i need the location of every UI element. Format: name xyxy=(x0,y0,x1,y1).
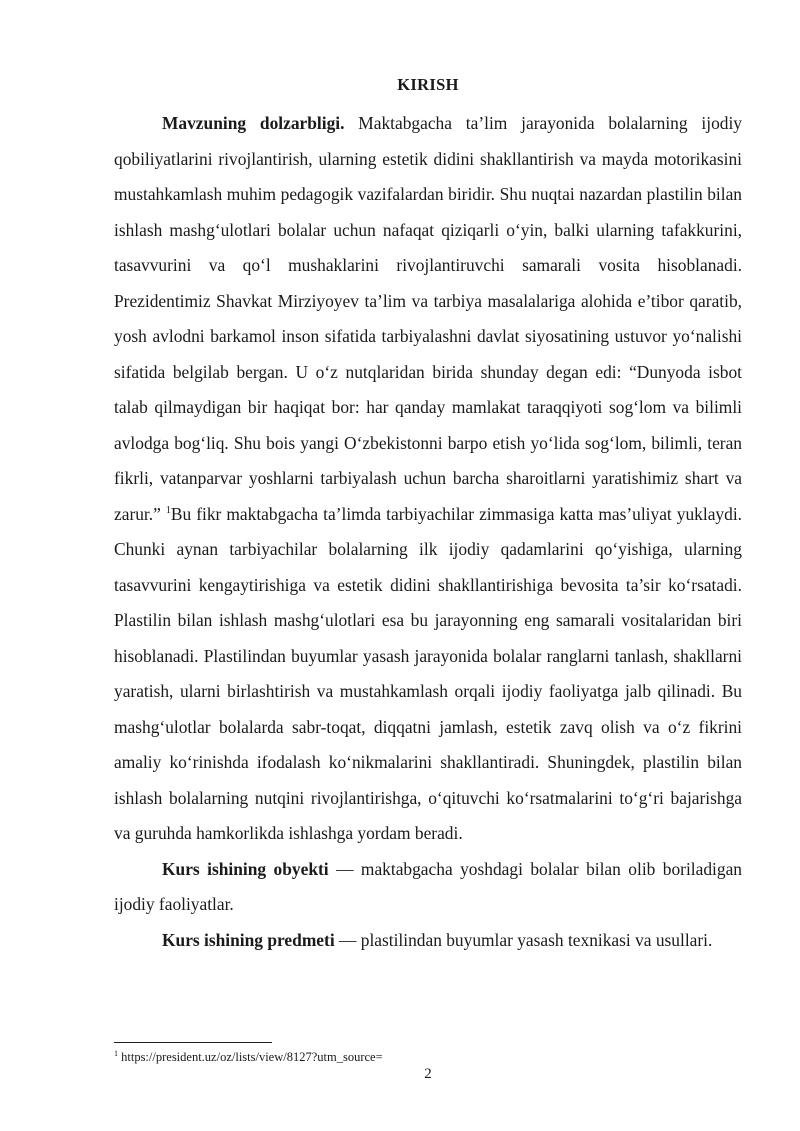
paragraph-text: Maktabgacha ta’lim jarayonida bolalarning ijodiy qobiliyatlarini rivojlantirish, ularning estetik didini shakllantirish va mayda motorikasini mustahkamlash muhim pedagogik vazifalardan biridir. Shu nuqtai nazardan plastilin bilan ishlash mashg‘ulotlari bolalar uchun nafaqat qiziqarli o‘yin, balki ularning tafakkurini, tasavvurini va qo‘l mushaklarini rivojlantiruvchi samarali vosita hisoblanadi. Prezidentimiz Shavkat Mirziyoyev ta’lim va tarbiya masalalariga alohida e’tibor qaratib, yosh avlodni barkamol inson sifatida tarbiyalashni davlat siyosatining ustuvor yo‘nalishi sifatida belgilab bergan. U o‘z nutqlaridan birida shunday degan edi: “Dunyoda isbot talab qilmaydigan bir haqiqat bor: har qanday mamlakat taraqqiyoti sog‘lom va bilimli avlodga bog‘liq. Shu bois yangi O‘zbekistonni barpo etish yo‘lida sog‘lom, bilimli, teran fikrli, vatanparvar yoshlarni tarbiyalash uchun barcha sharoitlarni yaratishimiz shart va zarur.” xyxy=(114,113,742,524)
paragraph-lead: Kurs ishining predmeti xyxy=(162,929,335,950)
paragraph-object xyxy=(114,852,742,923)
paragraph-text: — plastilindan buyumlar yasash texnikasi va usullari. xyxy=(334,929,713,950)
paragraph-text: Bu fikr maktabgacha ta’limda tarbiyachilar zimmasiga katta mas’uliyat yuklaydi. Chunki aynan tarbiyachilar bolalarning ilk ijodiy qadamlarini qo‘yishiga, ularning tasavvurini kengaytirishiga va estetik didini shakllantirishiga bevosita ta’sir ko‘rsatadi. Plastilin bilan ishlash mashg‘ulotlari esa bu jarayonning eng samarali vositalaridan biri hisoblanadi. Plastilindan buyumlar yasash jarayonida bolalar ranglarni tanlash, shakllarni yaratish, ularni birlashtirish va mustahkamlash orqali ijodiy faoliyatga jalb qilinadi. Bu mashg‘ulotlar bolalarda sabr-toqat, diqqatni jamlash, estetik zavq olish va o‘z fikrini amaliy ko‘rinishda ifodalash ko‘nikmalarini shakllantiradi. Shuningdek, plastilin bilan ishlash bolalarning nutqini rivojlantirishga, o‘qituvchi ko‘rsatmalarini to‘g‘ri bajarishga va guruhda hamkorlikda ishlashga yordam beradi. xyxy=(114,503,742,843)
paragraph-relevance xyxy=(114,106,742,852)
page-title: KIRISH xyxy=(397,75,459,94)
footnote-mark: 1 xyxy=(114,1049,118,1058)
paragraph-text: — maktabgacha yoshdagi bolalar bilan olib boriladigan ijodiy faoliyatlar. xyxy=(114,858,742,914)
footnote-reference[interactable]: 1 xyxy=(165,504,171,516)
footnote-link[interactable]: https://president.uz/oz/lists/view/8127?utm_source= xyxy=(118,1050,383,1065)
footnote-divider xyxy=(114,1042,272,1043)
page-number: 2 xyxy=(424,1066,432,1082)
paragraph-lead: Kurs ishining obyekti xyxy=(162,858,329,879)
paragraph-subject xyxy=(114,923,742,959)
body-text xyxy=(114,106,742,958)
paragraph-lead: Mavzuning dolzarbligi. xyxy=(162,113,345,133)
footnote xyxy=(114,1046,383,1065)
